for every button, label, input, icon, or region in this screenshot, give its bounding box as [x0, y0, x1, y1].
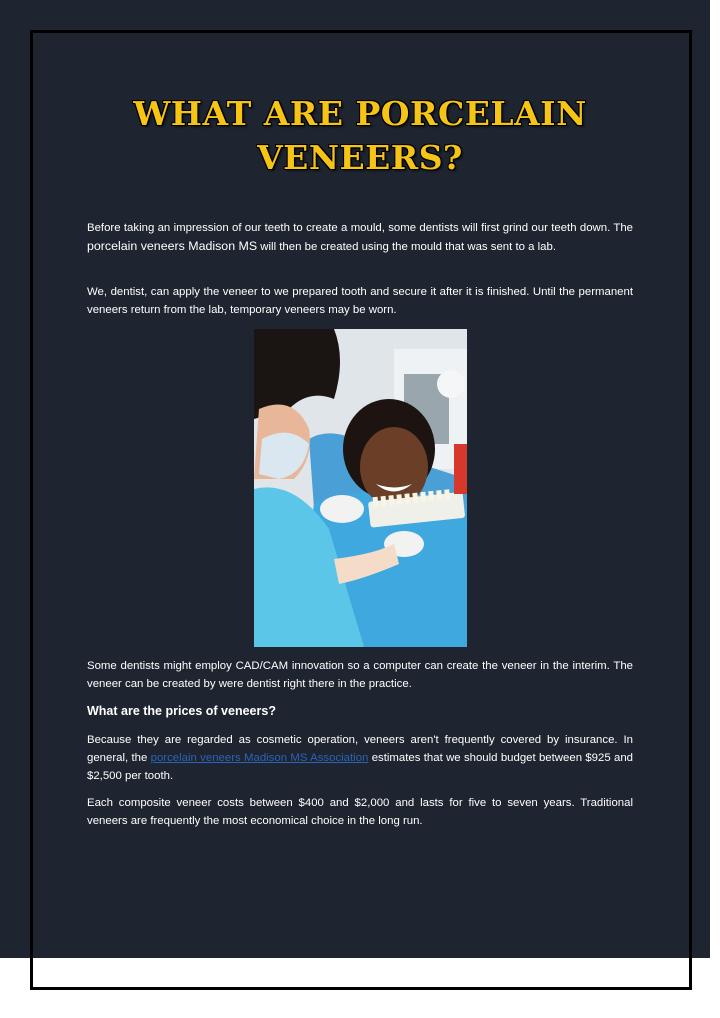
association-link[interactable]: porcelain veneers Madison MS Association — [150, 752, 369, 764]
paragraph-intro — [87, 219, 633, 256]
dentist-patient-photo — [254, 329, 467, 647]
paragraph-composite: Each composite veneer costs between $400 and $2,000 and lasts for five to seven years. Traditional veneers are frequently the most economical choice in the long run. — [87, 797, 633, 827]
paragraph-intro-text-a: Before taking an impression of our teeth to create a mould, some dentists will first grind our teeth down. The — [87, 222, 633, 234]
paragraph-prices-text-b: estimates that we should budget between $925 and $2,500 per tooth. — [87, 752, 634, 782]
title-line-2: VENEERS? — [257, 138, 463, 177]
paragraph-intro-text-c: will then be created using the mould that was sent to a lab. — [257, 241, 556, 253]
title-line-1: WHAT ARE PORCELAIN — [133, 94, 587, 133]
page-title — [87, 92, 633, 180]
paragraph-prices-text-a: Because they are regarded as cosmetic operation, veneers aren't frequently covered by insurance. In general, the — [87, 734, 633, 764]
paragraph-prices — [87, 731, 633, 785]
prices-heading: What are the prices of veneers? — [87, 704, 276, 718]
paragraph-intro-keyword: porcelain veneers Madison MS — [87, 239, 258, 253]
paragraph-cadcam: Some dentists might employ CAD/CAM innovation so a computer can create the veneer in the interim. The veneer can be created by were dentist right there in the practice. — [87, 660, 633, 690]
paragraph-application: We, dentist, can apply the veneer to we prepared tooth and secure it after it is finished. Until the permanent veneers return from the lab, temporary veneers may be worn. — [87, 286, 633, 316]
